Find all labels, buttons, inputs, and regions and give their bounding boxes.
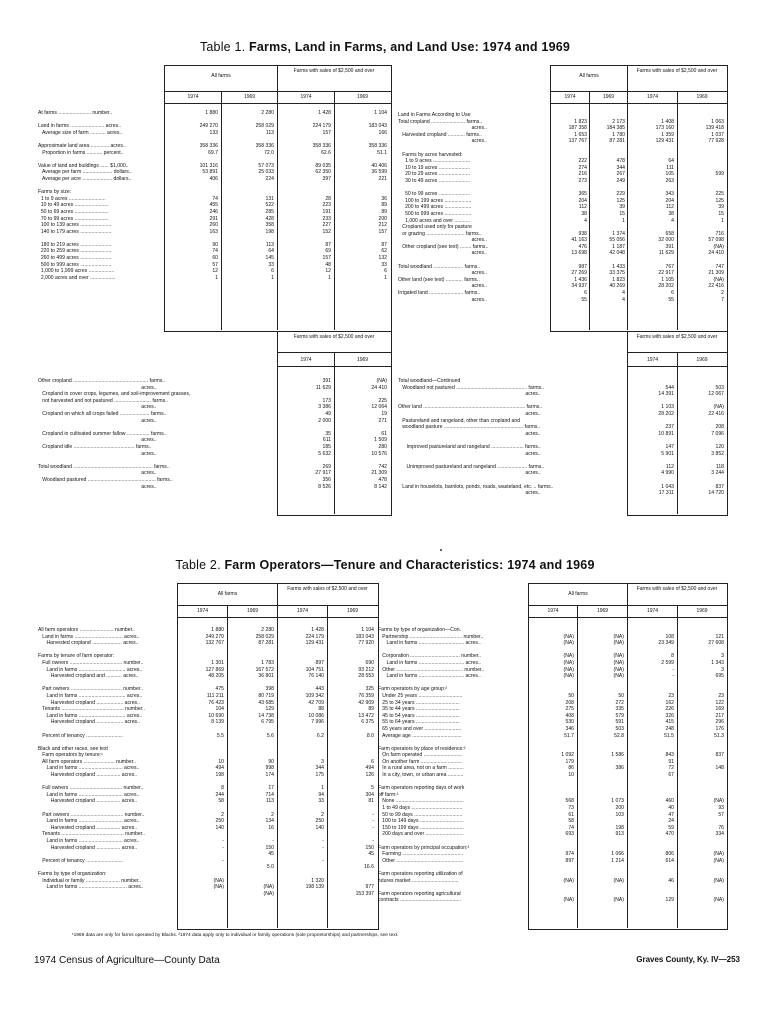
table1-number: Table 1. bbox=[199, 40, 246, 54]
table1-heading: Farms, Land in Farms, and Land Use: 1974 and 1969 bbox=[249, 40, 571, 54]
table2-number: Table 2. bbox=[175, 558, 221, 572]
col-sales-1969: 1 063 139 418 1 037 77 928 599 225 125 39 15 1 716 57 098 (NA) 24 410 747 21 309 (NA) 22 416 2 7 bbox=[705, 118, 724, 303]
year-1969: 1969 bbox=[602, 94, 615, 100]
col-sales-1969: (NA) 24 410 225 12 064 19 271 61 1 509 280 10 576 742 21 309 478 8 142 bbox=[371, 378, 387, 490]
year-1974: 1974 bbox=[300, 94, 312, 100]
col-sales-1969: 121 27 608 3 1 343 3 695 23 122 169 217 296 176 51.3 837 148 (NA) 93 57 76 334 (NA) (NA) (NA) (NA) bbox=[708, 633, 724, 904]
col-sales-1974: 1 428 224 179 129 431 897 104 751 76 140 443 109 342 42 709 88 10 086 7 996 6.2 3 344 175 1 94 33 2 250 140 - - - 1 320 198 139 bbox=[305, 627, 324, 891]
year-1969: 1969 bbox=[243, 94, 256, 100]
col-sales-1969: 1 104 183 043 77 920 690 93 212 28 553 325 76 359 42 909 89 13 472 6 375 8.0 6 494 126 5 304 81 - - - - 150 45 16.6 977 153 397 bbox=[355, 627, 374, 897]
stub-text: Farms by type of organization—Con. Partnership ..................................... number.. Land in farms ................................ acres.. Corporation ................................... number.. Land in farms ................................ acres.. Other ............................................... number.. Land in farms ................................ acres.. Farm operators by age group:² Under 25 years ............................... 25 to 34 years ............................... 35 to 44 years ............................... 45 to 54 years ............................... 55 to 64 years ............................... 65 years and over .......................... Average age ................................... Farm operators by place of residence:² On farm operated ........................... On another farm ............................. In a rural area, not on a farm ........... In a city, town, or urban area ........... Farm operators reporting days of work off farm:² None ................................................ 1 to 49 days .................................... 50 to 99 days .................................. 100 to 149 days ............................... 150 to 199 days ............................... 200 days and over ........................... Farm operators by principal occupation:² Farming ........................................... Other ............................................... Farm operators reporting utilization of futures market ................................. Farm operators reporting agricultural contracts ........................................... bbox=[378, 627, 485, 904]
table1-right-lower-stub bbox=[398, 378, 626, 497]
stub-text: All farm operators ........................ number.. Land in farms .................................. acres.. Harvested cropland ..................... acres.. Farms by tenure of farm operator: Full owners ..................................... number.. Land in farms ................................. acres.. Harvested cropland and ........... acres.. Part owners .................................... number.. Land in farms ................................. acres.. Harvested cropland ................... acres.. Tenants ............................................ number.. Land in farms ................................. acres.. Harvested cropland ................... acres.. Percent of tenancy .......................... Black and other races, see text Farm operators by tenure:¹ All farm operators ...................... number.. Land in farms ............................... acres.. Harvested cropland ................. acres.. Full owners ..................................... number.. Land in farms ............................... acres.. Harvested cropland ................. acres.. Part owners ..................................... number.. Land in farms ............................... acres.. Harvested cropland ................. acres.. Tenants ............................................ number.. Land in farms ............................... acres.. Harvested cropland ................. acres.. Percent of tenancy .......................... Farms by type of organization: Individual or family ........................ number.. Land in farms .................................. acres.. bbox=[38, 627, 145, 891]
year-1974: 1974 bbox=[564, 94, 576, 100]
divider bbox=[528, 605, 727, 606]
year-1969: 1969 bbox=[346, 608, 359, 614]
stub-text: Other cropland ..................................................... farms.. acres.. Cropland in cover crops, legumes, and soil-improvement grasses, not harvested and not pastured .......................... farms.. acres.. Cropland on which all crops failed ..................... farms.. acres.. Cropland in cultivated summer fallow ................ farms.. acres.. Cropland idle ........................................... farms.. acres.. Total woodland ........................................................ farms.. acres.. Woodland pastured ................................................ farms.. acres.. bbox=[38, 378, 191, 490]
divider bbox=[164, 91, 391, 92]
footnote: ¹1969 data are only for farms operated by Blacks. ²1974 data apply only to individual or family operations (sole proprietorships) and partnerships, see text. bbox=[72, 933, 399, 938]
year-1974: 1974 bbox=[646, 94, 659, 100]
table1-left-lower-stub bbox=[38, 378, 276, 490]
table1-title bbox=[0, 40, 770, 54]
footer-publication: 1974 Census of Agriculture—County Data bbox=[34, 955, 220, 966]
col-all-1974: 1 823 187 358 1 653 137 767 222 274 216 273 365 204 112 38 4 938 41 163 476 13 698 987 27 269 1 436 34 937 6 55 bbox=[568, 118, 587, 303]
divider bbox=[164, 103, 391, 104]
col-all-1974: 1 880 249 270 133 358 336 69.7 101 316 53 891 406 74 455 246 291 260 163 90 74 60 57 12 1 bbox=[199, 110, 218, 281]
col-all-1969: (NA) (NA) (NA) (NA) (NA) (NA) 50 272 335 579 591 503 52.8 1 586 386 1 073 200 103 198 913 1 066 1 214 (NA) (NA) bbox=[611, 633, 624, 904]
hdr-all-farms: All farms bbox=[211, 73, 231, 79]
year-1974: 1974 bbox=[547, 608, 559, 614]
hdr-sales: Farms with sales of $2,500 and over bbox=[636, 334, 718, 340]
table1-right-upper-stub bbox=[398, 112, 550, 303]
col-sales-1974: 1 408 173 160 1 359 129 431 64 111 105 263 343 204 112 38 4 658 32 000 391 11 629 767 22 917 1 105 28 202 6 55 bbox=[655, 118, 674, 303]
hdr-all-farms: All farms bbox=[568, 591, 588, 597]
col-all-1969: 2 280 258 029 87 281 1 783 167 572 36 801 398 80 719 43 685 129 14 738 6 795 5.6 90 998 174 17 714 113 2 134 16 - 150 45 5.0 (NA) (NA) bbox=[255, 627, 274, 897]
col-all-1969: 2 173 184 385 1 780 87 281 478 344 267 249 229 125 39 15 1 1 374 55 056 1 187 42 048 1 433 33 375 1 823 40 269 4 4 bbox=[606, 118, 625, 303]
table2-title bbox=[0, 558, 770, 572]
year-1974: 1974 bbox=[646, 608, 659, 614]
table2-left-stub bbox=[38, 627, 178, 891]
table2-heading: Farm Operators—Tenure and Characteristics: 1974 and 1969 bbox=[224, 558, 595, 572]
year-1969: 1969 bbox=[696, 357, 708, 363]
hdr-sales: Farms with sales of $2,500 and over bbox=[293, 68, 375, 74]
year-1969: 1969 bbox=[356, 94, 369, 100]
divider bbox=[550, 91, 727, 92]
year-1974: 1974 bbox=[187, 94, 199, 100]
divider bbox=[177, 617, 378, 618]
year-1969: 1969 bbox=[696, 94, 708, 100]
hdr-sales: Farms with sales of $2,500 and over bbox=[636, 68, 718, 74]
hdr-all-farms: All farms bbox=[217, 591, 238, 597]
year-1969: 1969 bbox=[596, 608, 609, 614]
year-1974: 1974 bbox=[196, 608, 209, 614]
year-1969: 1969 bbox=[696, 608, 708, 614]
hdr-sales: Farms with sales of $2,500 and over bbox=[636, 586, 718, 592]
year-1974: 1974 bbox=[646, 357, 659, 363]
hdr-all-farms: All farms bbox=[579, 73, 599, 79]
divider bbox=[177, 605, 378, 606]
col-sales-1969: 503 12 067 (NA) 22 416 208 7 096 120 3 852 118 3 244 837 14 720 bbox=[708, 384, 724, 497]
stub-text: Total woodland—Continued Woodland not pastured .................................................. farms.. acres.. Other land ........................................................................ farms.. acres.. Pastureland and rangeland, other than cropland and woodland pasture ........................................................ farms.. acres.. Improved pastureland and rangeland ....................... farms.. acres.. Unimproved pastureland and rangeland ..................... farms.. acres.. Land in houselots, barnlots, ponds, roads, wasteland, etc. .. farms.. acres.. bbox=[398, 378, 554, 497]
col-sales-1974: 1 428 224 179 157 358 336 62.6 89 035 62 350 397 28 223 191 233 227 152 87 69 157 48 12 1 bbox=[312, 110, 331, 281]
table2-right-stub bbox=[378, 627, 528, 904]
col-sales-1974: 544 14 391 1 103 28 202 237 10 891 147 5 901 112 4 990 1 043 17 311 bbox=[658, 384, 674, 497]
col-all-1974: (NA) (NA) (NA) (NA) (NA) (NA) 50 208 275 408 530 346 51.7 1 092 179 86 10 568 73 61 58 74 693 974 897 (NA) (NA) bbox=[561, 633, 574, 904]
col-all-1969: 2 280 258 029 113 358 336 72.0 57 073 25 033 224 131 522 285 428 358 198 113 64 145 33 6 1 bbox=[255, 110, 274, 281]
table1-left-upper-stub bbox=[38, 110, 168, 281]
hdr-sales: Farms with sales of $2,500 and over bbox=[287, 586, 368, 592]
col-all-1974: 1 880 249 270 132 767 1 301 127 869 48 205 475 111 211 76 423 104 10 690 8 139 5.5 10 494 198 8 244 58 2 250 140 - - - (NA) (NA) bbox=[205, 627, 224, 891]
col-sales-1974: 108 23 349 8 2 599 - - 23 162 226 326 415 248 51.5 843 91 72 67 460 40 47 24 59 470 806 614 46 129 bbox=[658, 633, 674, 904]
footer-county-page: Graves County, Ky. IV—253 bbox=[636, 955, 740, 964]
hdr-sales: Farms with sales of $2,500 and over bbox=[293, 334, 375, 340]
year-1974: 1974 bbox=[296, 608, 309, 614]
divider bbox=[277, 65, 278, 330]
divider bbox=[528, 617, 727, 618]
year-1969: 1969 bbox=[246, 608, 259, 614]
col-sales-1974: 391 11 629 173 3 386 49 2 000 35 611 185 5 632 269 27 917 356 8 526 bbox=[315, 378, 331, 490]
col-sales-1969: 1 104 183 043 166 358 336 51.1 40 406 36 599 221 36 89 89 200 212 157 87 62 132 33 6 1 bbox=[368, 110, 387, 281]
divider bbox=[550, 103, 727, 104]
year-1974: 1974 bbox=[300, 357, 312, 363]
stub-text: Land in Farms According to Use Total cropland ........................ farms.. acres.. Harvested cropland ............ farms.. acres.. Farms by acres harvested: 1 to 9 acres .......................... 10 to 19 acres ...................... 20 to 29 acres ...................... 30 to 49 acres ...................... 50 to 99 acres ...................... 100 to 199 acres ................... 200 to 499 acres ................... 500 to 999 acres ................... 1,000 acres and over ........... Cropland used only for pasture or grazing ........................... farms.. acres.. Other cropland (see text) ........ farms.. acres.. Total woodland ..................... farms.. acres.. Other land (see text) ............ farms.. acres.. Irrigated land ........................ farms.. acres.. bbox=[398, 112, 489, 303]
dot-mark bbox=[440, 549, 442, 551]
stub-text: At farms ....................... number.. Land in farms ........................ acres.. Average size of farm ........... acres.. Approximate land area ............. acres.. Proportion in farms ........... percent.. Value of land and buildings ...... $1,000.. Average per farm ..................... dollars.. Average per acre ..................... dollars.. Farms by size: 1 to 9 acres .......................... 10 to 49 acres ........................ 50 to 69 acres ........................ 70 to 99 acres ........................ 100 to 139 acres ...................... 140 to 179 acres ...................... 180 to 219 acres ...................... 220 to 259 acres ...................... 260 to 499 acres ...................... 500 to 999 acres ...................... 1,000 to 1,999 acres .................. 2,000 acres and over .................. bbox=[38, 110, 132, 281]
year-1969: 1969 bbox=[356, 357, 369, 363]
